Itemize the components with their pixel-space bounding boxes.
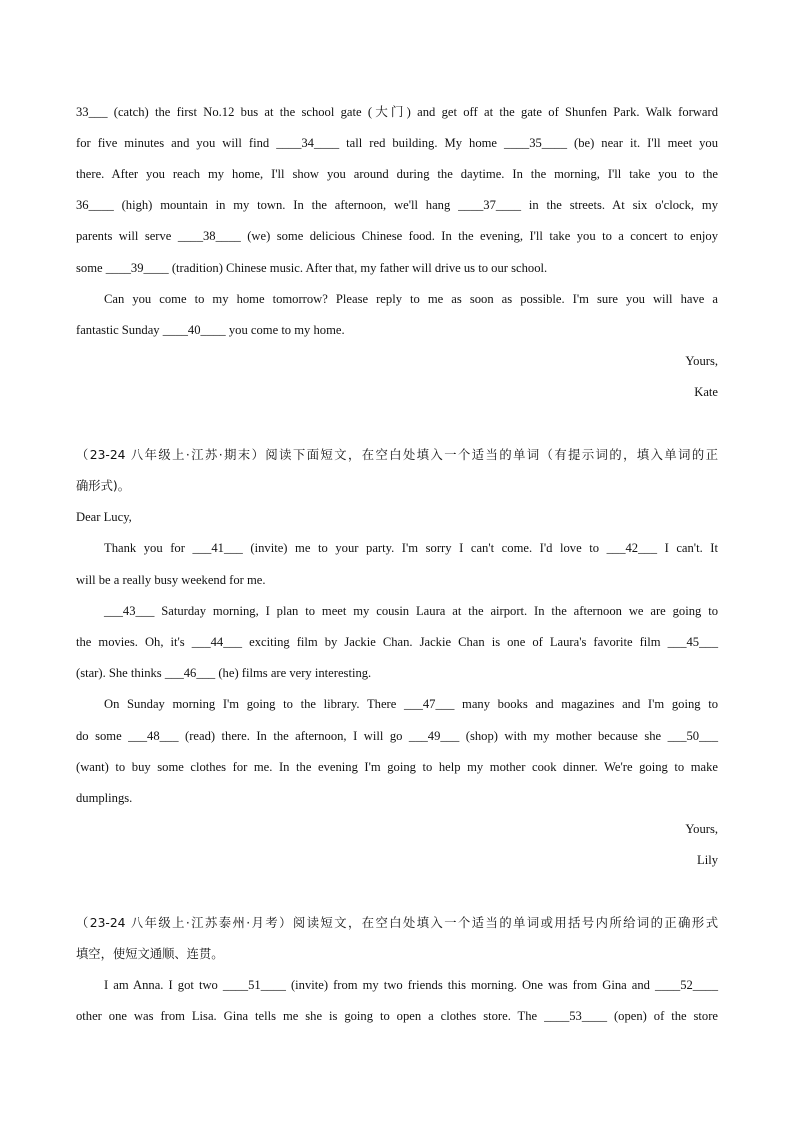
- passage-line: Thank you for ___41___ (invite) me to your party. I'm sorry I can't come. I'd love to ___42___ I can't. It: [104, 541, 718, 555]
- passage-line: 36____ (high) mountain in my town. In the afternoon, we'll hang ____37____ in the streets. At six o'clock, my: [76, 198, 718, 212]
- passage-line: 33___ (catch) the first No.12 bus at the school gate (大门) and get off at the gate of Shunfen Park. Walk forward: [76, 105, 718, 119]
- passage-line: fantastic Sunday ____40____ you come to my home.: [76, 323, 345, 337]
- passage-line: other one was from Lisa. Gina tells me she is going to open a clothes store. The ____53____ (open) of the store: [76, 1009, 718, 1023]
- letter-salutation: Dear Lucy,: [76, 510, 132, 524]
- passage-line: I am Anna. I got two ____51____ (invite) from my two friends this morning. One was from Gina and ____52____: [104, 978, 718, 992]
- letter-closing: Yours,: [685, 822, 718, 836]
- passage-line: some ____39____ (tradition) Chinese music. After that, my father will drive us to our school.: [76, 261, 548, 275]
- passage-line: there. After you reach my home, I'll show you around during the daytime. In the morning, I'll take you to the: [76, 167, 718, 181]
- passage-line: ___43___ Saturday morning, I plan to meet my cousin Laura at the airport. In the afternoon we are going to: [104, 604, 718, 618]
- passage-line: parents will serve ____38____ (we) some delicious Chinese food. In the evening, I'll take you to a concert to enjoy: [76, 229, 718, 243]
- section-instruction: 填空，使短文通顺、连贯。: [76, 947, 224, 961]
- passage-line: will be a really busy weekend for me.: [76, 573, 266, 587]
- passage-line: do some ___48___ (read) there. In the afternoon, I will go ___49___ (shop) with my mother because she ___50___: [76, 729, 718, 743]
- passage-line: for five minutes and you will find ____34____ tall red building. My home ____35____ (be) near it. I'll meet you: [76, 136, 718, 150]
- passage-line: (want) to buy some clothes for me. In the evening I'm going to help my mother cook dinner. We're going to make: [76, 760, 718, 774]
- passage-line: Can you come to my home tomorrow? Please reply to me as soon as possible. I'm sure you will have a: [104, 292, 718, 306]
- section-instruction: （23-24 八年级上·江苏泰州·月考）阅读短文，在空白处填入一个适当的单词或用括号内所给词的正确形式: [76, 916, 718, 930]
- letter-closing: Yours,: [685, 354, 718, 368]
- passage-line: dumplings.: [76, 791, 133, 805]
- letter-signature: Kate: [694, 385, 718, 399]
- passage-line: the movies. Oh, it's ___44___ exciting film by Jackie Chan. Jackie Chan is one of Laura's favorite film ___45___: [76, 635, 718, 649]
- section-instruction: 确形式)。: [76, 479, 130, 493]
- passage-line: On Sunday morning I'm going to the library. There ___47___ many books and magazines and I'm going to: [104, 697, 718, 711]
- section-instruction: （23-24 八年级上·江苏·期末）阅读下面短文，在空白处填入一个适当的单词（有提示词的，填入单词的正: [76, 448, 718, 462]
- letter-signature: Lily: [697, 853, 718, 867]
- passage-line: (star). She thinks ___46___ (he) films are very interesting.: [76, 666, 372, 680]
